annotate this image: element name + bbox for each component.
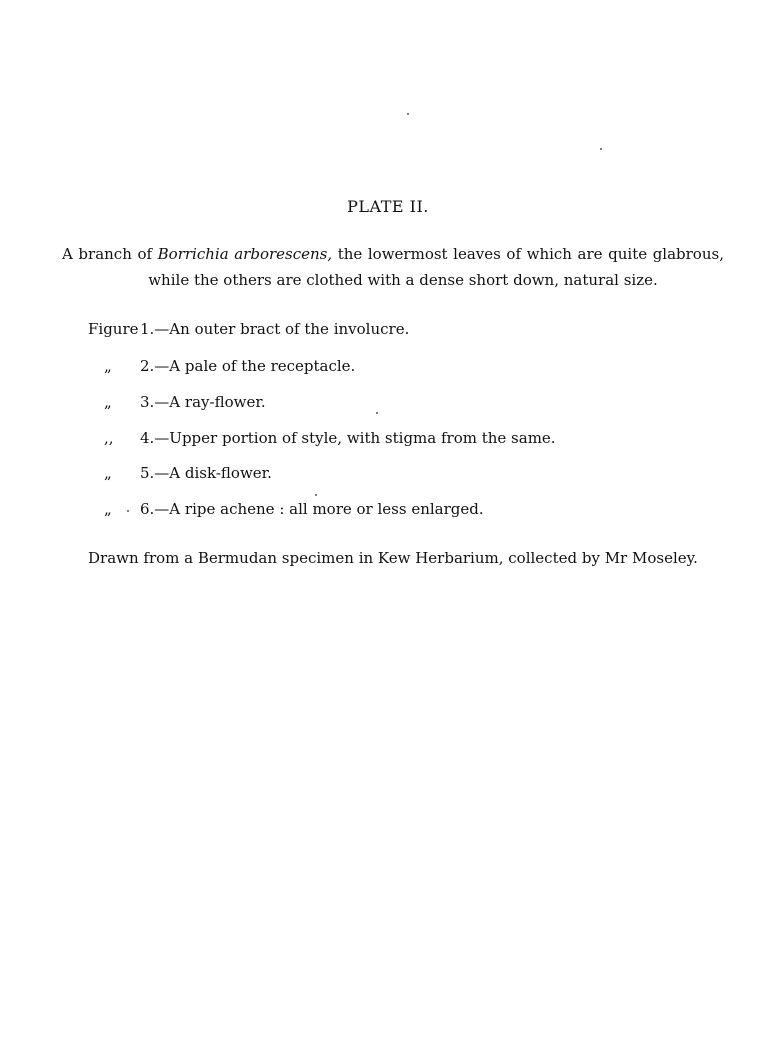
figure-item [88,320,409,338]
description-suffix: the lowermost leaves of which are quite glabrous, [332,245,724,263]
figure-item [88,357,355,375]
ditto-mark: „ [104,500,112,518]
scan-speck [600,148,602,150]
figure-text: 1.—An outer bract of the involucre. [140,320,410,338]
ditto-mark: „ [104,357,112,375]
figure-text: 2.—A pale of the receptacle. [140,357,356,375]
species-name: Borrichia arborescens, [157,245,333,263]
description-prefix: A branch of [62,245,158,263]
ditto-mark: ,, [104,429,114,447]
description-line-1 [62,245,724,263]
figure-item [88,429,556,447]
scan-speck [315,494,317,496]
plate-title: PLATE II. [347,197,429,216]
scan-speck [407,113,409,115]
figure-item [88,464,272,482]
source-note: Drawn from a Bermudan specimen in Kew Herbarium, collected by Mr Moseley. [88,549,698,567]
figure-item [88,500,484,518]
figure-label: Figure [88,320,139,338]
figure-text: 3.—A ray-flower. [140,393,266,411]
figure-text: 6.—A ripe achene : all more or less enlarged. [140,500,484,518]
figure-text: 4.—Upper portion of style, with stigma from the same. [140,429,556,447]
figure-item [88,393,266,411]
figure-text: 5.—A disk-flower. [140,464,272,482]
ditto-mark: „ [104,393,112,411]
scan-speck [376,412,378,414]
description-line-2: while the others are clothed with a dense short down, natural size. [148,271,658,289]
ditto-mark: „ [104,464,112,482]
